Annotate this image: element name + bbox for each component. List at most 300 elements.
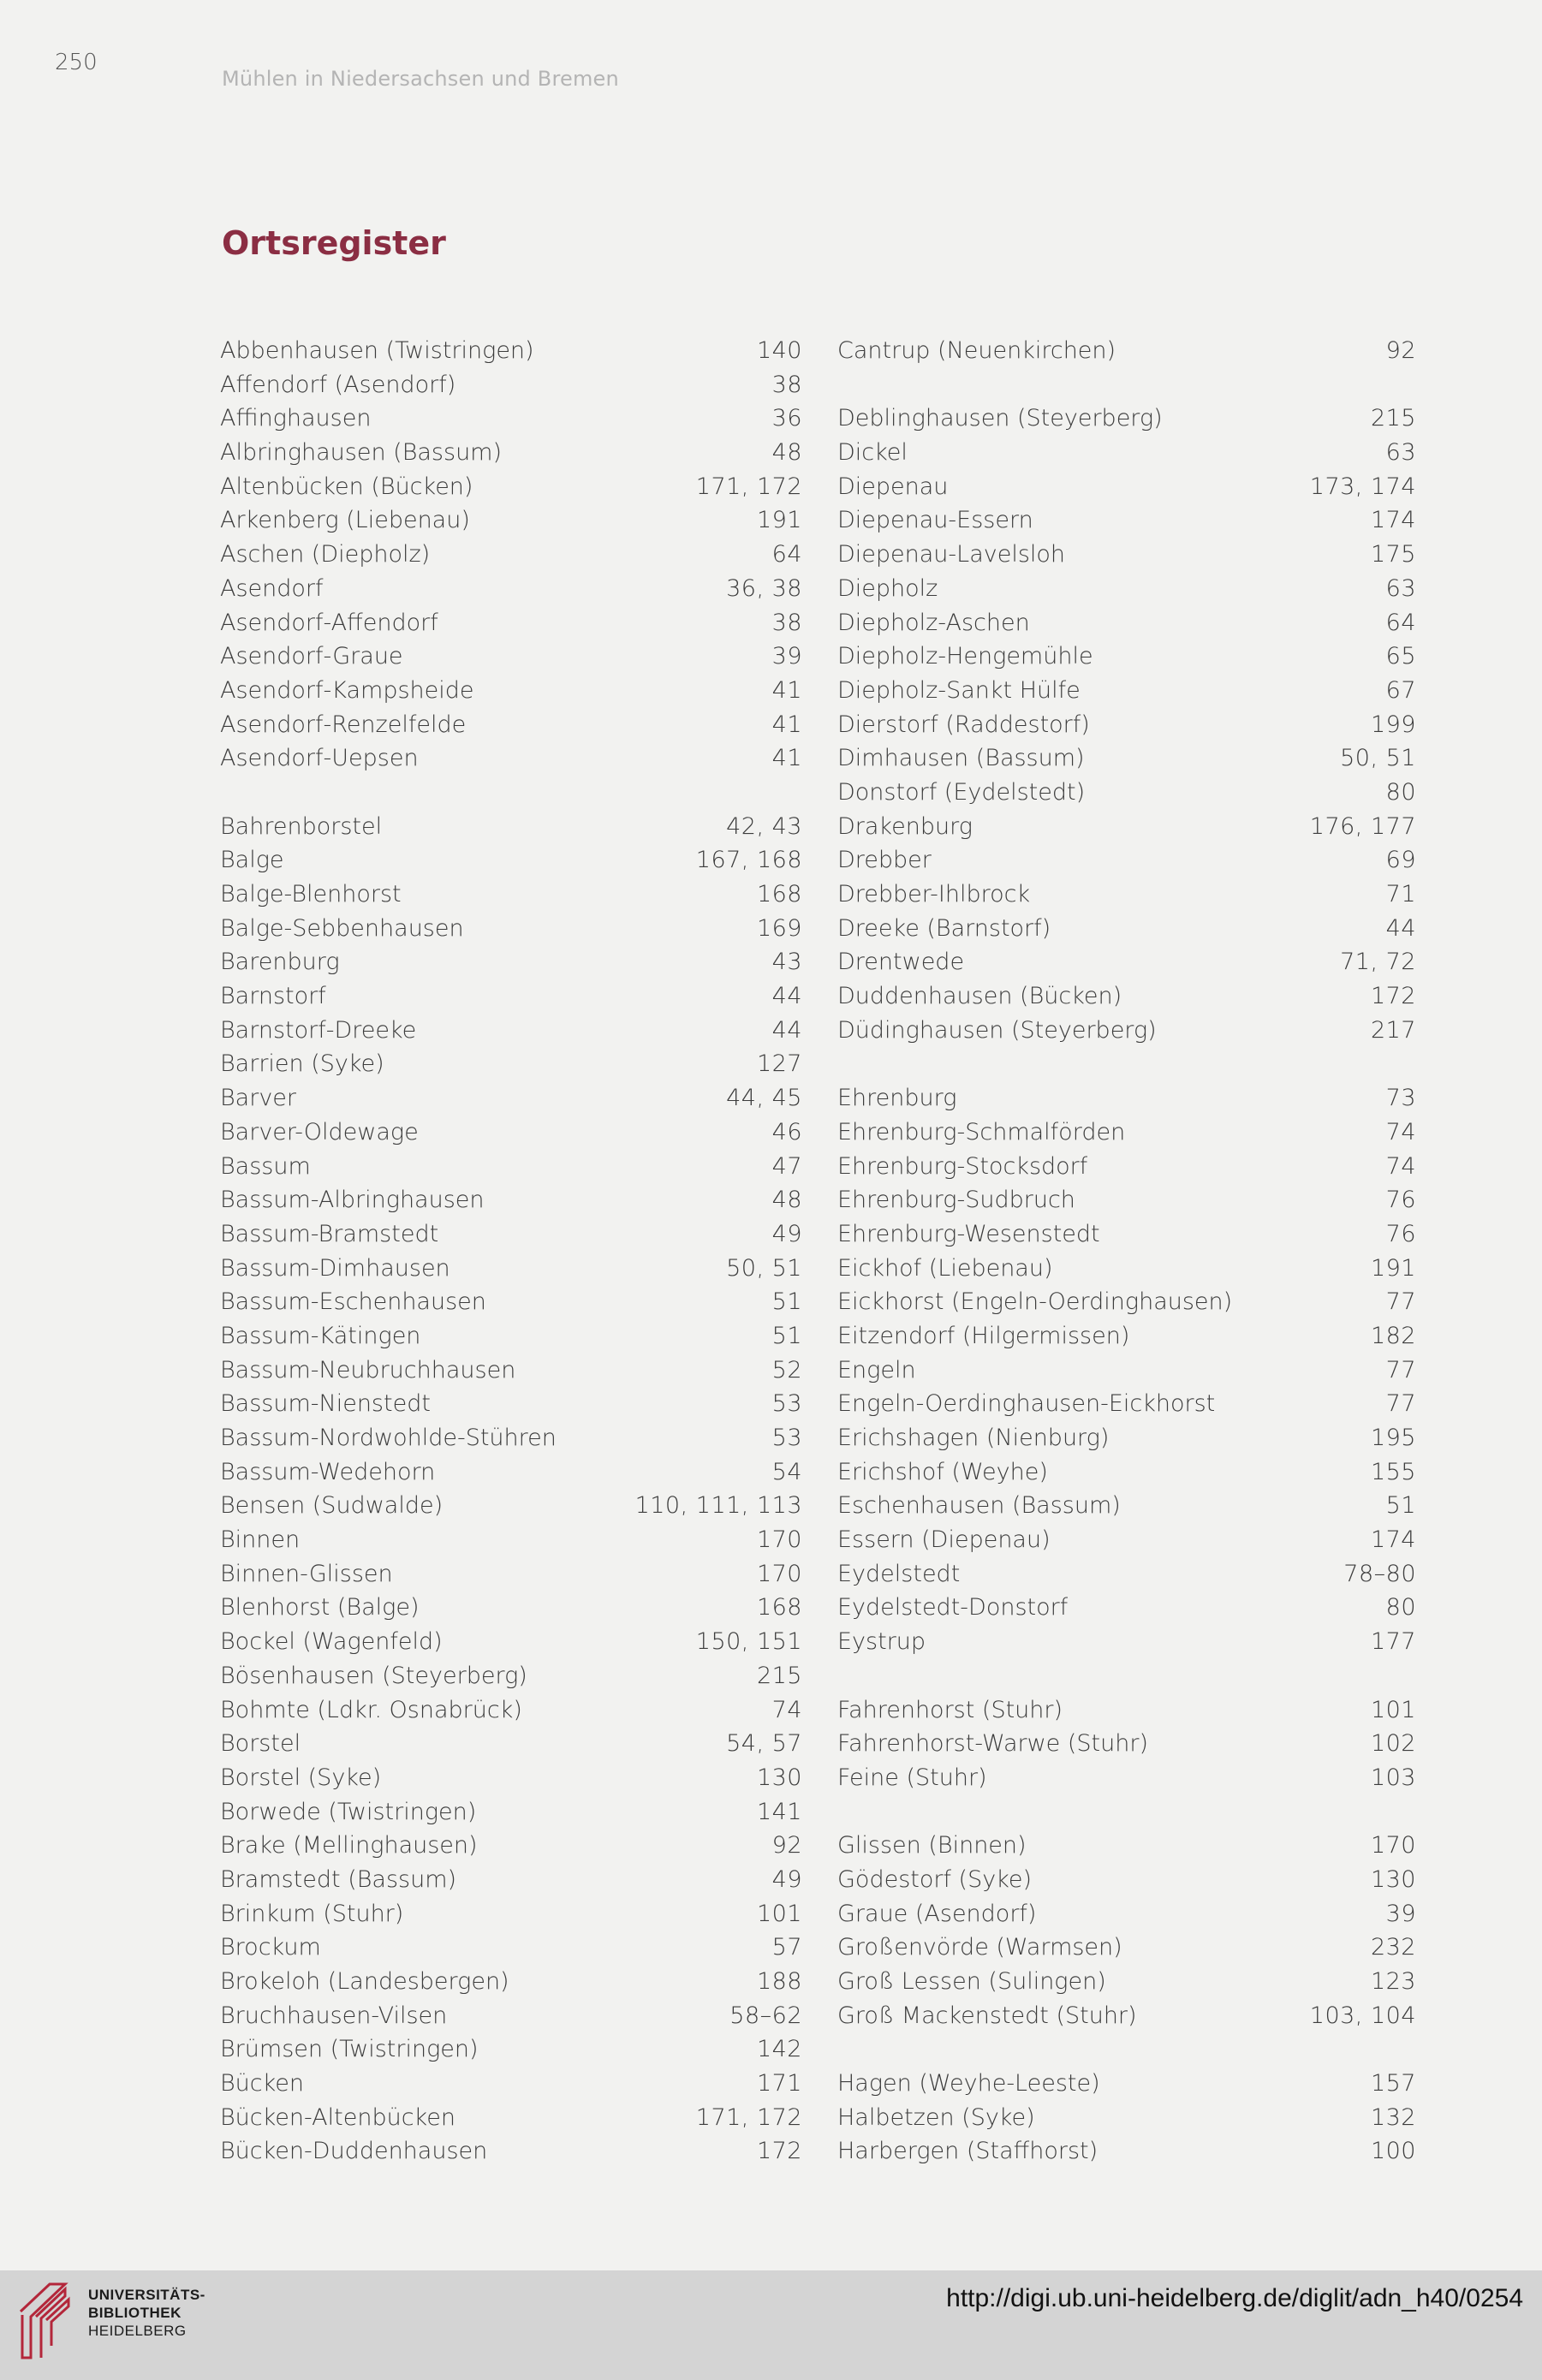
- place-name: Bassum-Eschenhausen: [220, 1288, 486, 1316]
- page-reference: 44: [1385, 914, 1416, 942]
- page-reference: 71: [1385, 881, 1416, 907]
- place-name: Bassum-Nordwohlde-Stühren: [220, 1425, 557, 1451]
- place-name: Brümsen (Twistringen): [220, 2036, 479, 2063]
- index-entry: [220, 1319, 802, 1354]
- place-name: Barver: [220, 1085, 297, 1112]
- index-entry: [837, 1999, 1416, 2033]
- place-name: Diepenau-Essern: [837, 507, 1033, 534]
- place-name: Hagen (Weyhe-Leeste): [837, 2070, 1100, 2097]
- index-entry: [220, 1557, 802, 1592]
- place-name: Eydelstedt-Donstorf: [837, 1594, 1069, 1621]
- page-reference: 170: [1370, 1832, 1416, 1859]
- place-name: Blenhorst (Balge): [220, 1594, 420, 1621]
- page-reference: 168: [756, 1594, 802, 1621]
- page-reference: 53: [771, 1425, 802, 1451]
- page-reference: 92: [1385, 337, 1416, 364]
- page-reference: 38: [771, 371, 802, 398]
- place-name: Balge-Blenhorst: [220, 881, 402, 907]
- place-name: Asendorf-Affendorf: [220, 609, 438, 636]
- page-reference: 142: [756, 2036, 802, 2063]
- page-reference: 44: [771, 1016, 802, 1044]
- index-entry: [220, 640, 802, 674]
- page-reference: 169: [756, 914, 802, 942]
- page-reference: 69: [1385, 847, 1416, 874]
- page-reference: 67: [1385, 676, 1416, 704]
- page-reference: 173, 174: [1309, 473, 1416, 500]
- place-name: Bücken-Duddenhausen: [220, 2138, 488, 2165]
- page-reference: 49: [771, 1865, 802, 1893]
- page-reference: 171, 172: [695, 2103, 802, 2131]
- page-reference: 174: [1370, 507, 1416, 534]
- place-name: Großenvörde (Warmsen): [837, 1934, 1122, 1961]
- place-name: Eickhof (Liebenau): [837, 1254, 1053, 1282]
- page-reference: 49: [771, 1220, 802, 1247]
- place-name: Arkenberg (Liebenau): [220, 507, 470, 534]
- page-reference: 71, 72: [1340, 949, 1416, 976]
- page-reference: 215: [756, 1662, 802, 1689]
- place-name: Fahrenhorst-Warwe (Stuhr): [837, 1730, 1148, 1758]
- index-entry: [837, 1625, 1416, 1659]
- index-entry: [220, 1693, 802, 1728]
- index-entry: [220, 912, 802, 946]
- index-entry: [220, 1795, 802, 1830]
- index-entry: [837, 741, 1416, 776]
- index-entry: [837, 1897, 1416, 1931]
- place-name: Eitzendorf (Hilgermissen): [837, 1322, 1130, 1349]
- page-reference: 141: [756, 1798, 802, 1825]
- page-reference: 130: [756, 1764, 802, 1791]
- page-reference: 172: [756, 2138, 802, 2165]
- index-entry: [220, 503, 802, 538]
- page-reference: 64: [1385, 609, 1416, 636]
- place-name: Balge: [220, 847, 284, 874]
- page-reference: 155: [1370, 1458, 1416, 1485]
- index-entry: [220, 1285, 802, 1319]
- place-name: Barver-Oldewage: [220, 1118, 419, 1145]
- page-reference: 177: [1370, 1628, 1416, 1656]
- index-entry: [220, 1252, 802, 1286]
- place-name: Gödestorf (Syke): [837, 1865, 1033, 1893]
- place-name: Aschen (Diepholz): [220, 541, 431, 568]
- index-entry: [837, 708, 1416, 742]
- place-name: Drentwede: [837, 949, 965, 976]
- page-reference: 171, 172: [695, 473, 802, 500]
- place-name: Eschenhausen (Bassum): [837, 1492, 1121, 1520]
- place-name: Dickel: [837, 439, 908, 467]
- page-reference: 63: [1385, 439, 1416, 467]
- page-reference: 188: [756, 1968, 802, 1995]
- place-name: Ehrenburg-Sudbruch: [837, 1187, 1075, 1214]
- index-entry: [837, 606, 1416, 640]
- index-entry: [220, 2134, 802, 2169]
- index-entry: [220, 1455, 802, 1490]
- page-reference: 80: [1385, 1594, 1416, 1621]
- page-reference: 47: [771, 1152, 802, 1180]
- place-name: Donstorf (Eydelstedt): [837, 778, 1086, 806]
- index-entry: [220, 1354, 802, 1388]
- page-reference: 101: [756, 1900, 802, 1927]
- place-name: Bösenhausen (Steyerberg): [220, 1662, 527, 1689]
- place-name: Binnen-Glissen: [220, 1560, 393, 1587]
- index-entry: [220, 674, 802, 708]
- index-entry: [837, 979, 1416, 1014]
- page-reference: 215: [1370, 405, 1416, 432]
- page-reference: 123: [1370, 1968, 1416, 1995]
- index-entry: [837, 1387, 1416, 1421]
- index-entry: [220, 1217, 802, 1252]
- place-name: Erichshof (Weyhe): [837, 1458, 1048, 1485]
- place-name: Barenburg: [220, 949, 340, 976]
- index-entry: [220, 810, 802, 844]
- page-reference: 46: [771, 1118, 802, 1145]
- place-name: Bassum-Bramstedt: [220, 1220, 439, 1247]
- page-reference: 175: [1370, 541, 1416, 568]
- place-name: Balge-Sebbenhausen: [220, 914, 464, 942]
- library-name-line1: UNIVERSITÄTS-: [88, 2287, 205, 2303]
- index-entry: [837, 1557, 1416, 1592]
- place-name: Essern (Diepenau): [837, 1526, 1051, 1554]
- place-name: Dimhausen (Bassum): [837, 745, 1085, 772]
- source-url-link[interactable]: http://digi.ub.uni-heidelberg.de/diglit/adn_h40/0254: [946, 2284, 1523, 2312]
- index-entry: [837, 1285, 1416, 1319]
- page-reference: 76: [1385, 1220, 1416, 1247]
- index-entry: [220, 1014, 802, 1048]
- place-name: Eickhorst (Engeln-Oerdinghausen): [837, 1288, 1233, 1316]
- page-reference: 50, 51: [726, 1254, 802, 1282]
- place-name: Affinghausen: [220, 405, 372, 432]
- index-entry: [220, 741, 802, 776]
- page-reference: 53: [771, 1390, 802, 1418]
- index-entry: [220, 1625, 802, 1659]
- page-reference: 64: [771, 541, 802, 568]
- place-name: Drebber: [837, 847, 932, 874]
- entry-spacer: [837, 1659, 1416, 1693]
- place-name: Feine (Stuhr): [837, 1764, 987, 1791]
- index-entry: [220, 1116, 802, 1150]
- place-name: Diepholz-Hengemühle: [837, 643, 1093, 670]
- place-name: Halbetzen (Syke): [837, 2103, 1035, 2131]
- place-name: Borwede (Twistringen): [220, 1798, 477, 1825]
- place-name: Binnen: [220, 1526, 301, 1554]
- place-name: Brokeloh (Landesbergen): [220, 1968, 509, 1995]
- index-entry: [220, 1999, 802, 2033]
- page-reference: 76: [1385, 1187, 1416, 1214]
- index-entry: [220, 708, 802, 742]
- place-name: Bassum-Wedehorn: [220, 1458, 436, 1485]
- index-entry: [837, 1829, 1416, 1863]
- index-entry: [837, 776, 1416, 810]
- page-reference: 195: [1370, 1425, 1416, 1451]
- page-reference: 57: [771, 1934, 802, 1961]
- place-name: Bassum-Neubruchhausen: [220, 1356, 516, 1383]
- place-name: Groß Mackenstedt (Stuhr): [837, 2002, 1137, 2029]
- index-entry: [220, 1659, 802, 1693]
- entry-spacer: [837, 1795, 1416, 1830]
- page-reference: 199: [1370, 711, 1416, 738]
- index-entry: [220, 1931, 802, 1965]
- page-number: 250: [55, 50, 98, 75]
- page-reference: 170: [756, 1560, 802, 1587]
- place-name: Groß Lessen (Sulingen): [837, 1968, 1106, 1995]
- place-name: Asendorf-Kampsheide: [220, 676, 474, 704]
- page-reference: 39: [1385, 1900, 1416, 1927]
- library-name-line2: BIBLIOTHEK: [88, 2305, 182, 2321]
- place-name: Diepholz-Aschen: [837, 609, 1030, 636]
- entry-spacer: [837, 368, 1416, 402]
- index-entry: [220, 1081, 802, 1116]
- place-name: Abbenhausen (Twistringen): [220, 337, 534, 364]
- place-name: Bramstedt (Bassum): [220, 1865, 457, 1893]
- index-entry: [837, 878, 1416, 912]
- index-entry: [220, 1489, 802, 1523]
- page-reference: 48: [771, 439, 802, 467]
- place-name: Bassum-Nienstedt: [220, 1390, 431, 1418]
- page-reference: 41: [771, 711, 802, 738]
- place-name: Eydelstedt: [837, 1560, 961, 1587]
- page-reference: 176, 177: [1309, 812, 1416, 840]
- library-logo-icon: [15, 2277, 77, 2363]
- index-entry: [837, 1081, 1416, 1116]
- page-reference: 217: [1370, 1016, 1416, 1044]
- index-entry: [837, 1217, 1416, 1252]
- place-name: Altenbücken (Bücken): [220, 473, 473, 500]
- index-entry: [220, 1183, 802, 1217]
- place-name: Eystrup: [837, 1628, 926, 1656]
- index-entry: [837, 436, 1416, 470]
- place-name: Drakenburg: [837, 812, 973, 840]
- page-reference: 51: [771, 1322, 802, 1349]
- page-reference: 232: [1370, 1934, 1416, 1961]
- index-entry: [837, 572, 1416, 606]
- page-reference: 36: [771, 405, 802, 432]
- place-name: Cantrup (Neuenkirchen): [837, 337, 1116, 364]
- place-name: Brinkum (Stuhr): [220, 1900, 404, 1927]
- place-name: Brake (Mellinghausen): [220, 1832, 478, 1859]
- page-reference: 170: [756, 1526, 802, 1554]
- page-reference: 39: [771, 643, 802, 670]
- index-entry: [220, 1421, 802, 1455]
- index-entry: [220, 2101, 802, 2135]
- page-reference: 157: [1370, 2070, 1416, 2097]
- index-entry: [220, 843, 802, 878]
- running-head: Mühlen in Niedersachsen und Bremen: [222, 67, 619, 91]
- index-entry: [837, 2101, 1416, 2135]
- place-name: Diepholz-Sankt Hülfe: [837, 676, 1081, 704]
- page-reference: 191: [1370, 1254, 1416, 1282]
- place-name: Asendorf-Uepsen: [220, 745, 419, 772]
- page-reference: 101: [1370, 1696, 1416, 1723]
- place-name: Ehrenburg-Schmalförden: [837, 1118, 1126, 1145]
- place-name: Asendorf-Graue: [220, 643, 403, 670]
- index-entry: [220, 368, 802, 402]
- index-entry: [837, 1150, 1416, 1184]
- page-reference: 41: [771, 745, 802, 772]
- page-reference: 92: [771, 1832, 802, 1859]
- place-name: Diepholz: [837, 574, 938, 602]
- index-entry: [220, 1965, 802, 1999]
- index-entry: [837, 674, 1416, 708]
- index-entry: [220, 436, 802, 470]
- entry-spacer: [837, 2032, 1416, 2067]
- index-entry: [220, 1523, 802, 1557]
- index-entry: [837, 1252, 1416, 1286]
- page-reference: 168: [756, 881, 802, 907]
- entry-spacer: [837, 1047, 1416, 1081]
- place-name: Dierstorf (Raddestorf): [837, 711, 1090, 738]
- page-reference: 50, 51: [1340, 745, 1416, 772]
- index-entry: [837, 1489, 1416, 1523]
- index-entry: [837, 1727, 1416, 1761]
- place-name: Ehrenburg: [837, 1085, 957, 1112]
- page-title: Ortsregister: [222, 224, 446, 262]
- page-reference: 54, 57: [726, 1730, 802, 1758]
- place-name: Bahrenborstel: [220, 812, 383, 840]
- page-reference: 132: [1370, 2103, 1416, 2131]
- place-name: Borstel (Syke): [220, 1764, 382, 1791]
- place-name: Bruchhausen-Vilsen: [220, 2002, 448, 2029]
- index-entry: [837, 945, 1416, 979]
- library-name: [88, 2286, 205, 2340]
- page-reference: 172: [1370, 983, 1416, 1010]
- index-entry: [837, 1319, 1416, 1354]
- page-reference: 44, 45: [726, 1085, 802, 1112]
- index-entry: [837, 1421, 1416, 1455]
- index-entry: [220, 1863, 802, 1897]
- index-entry: [837, 1863, 1416, 1897]
- page-reference: 51: [771, 1288, 802, 1316]
- index-column-left: [220, 334, 802, 2169]
- index-entry: [837, 2067, 1416, 2101]
- place-name: Harbergen (Staffhorst): [837, 2138, 1098, 2165]
- place-name: Glissen (Binnen): [837, 1832, 1027, 1859]
- place-name: Barnstorf-Dreeke: [220, 1016, 417, 1044]
- index-entry: [837, 2134, 1416, 2169]
- index-entry: [220, 1387, 802, 1421]
- place-name: Graue (Asendorf): [837, 1900, 1037, 1927]
- place-name: Barrien (Syke): [220, 1050, 384, 1078]
- index-entry: [837, 810, 1416, 844]
- page-reference: 74: [1385, 1152, 1416, 1180]
- index-entry: [220, 402, 802, 436]
- place-name: Bensen (Sudwalde): [220, 1492, 444, 1520]
- place-name: Erichshagen (Nienburg): [837, 1425, 1110, 1451]
- place-name: Barnstorf: [220, 983, 326, 1010]
- place-name: Bassum-Dimhausen: [220, 1254, 450, 1282]
- place-name: Engeln: [837, 1356, 916, 1383]
- page-reference: 100: [1370, 2138, 1416, 2165]
- place-name: Brockum: [220, 1934, 321, 1961]
- page-reference: 102: [1370, 1730, 1416, 1758]
- index-entry: [220, 979, 802, 1014]
- index-entry: [220, 1047, 802, 1081]
- index-entry: [837, 1965, 1416, 1999]
- place-name: Bassum-Kätingen: [220, 1322, 421, 1349]
- place-name: Bohmte (Ldkr. Osnabrück): [220, 1696, 522, 1723]
- index-entry: [837, 1591, 1416, 1625]
- index-entry: [837, 334, 1416, 368]
- index-entry: [837, 470, 1416, 504]
- page-reference: 150, 151: [695, 1628, 802, 1656]
- page-reference: 74: [771, 1696, 802, 1723]
- page-reference: 36, 38: [726, 574, 802, 602]
- page-reference: 42, 43: [726, 812, 802, 840]
- index-entry: [837, 912, 1416, 946]
- place-name: Dreeke (Barnstorf): [837, 914, 1051, 942]
- page-reference: 174: [1370, 1526, 1416, 1554]
- page-reference: 171: [756, 2070, 802, 2097]
- page-reference: 63: [1385, 574, 1416, 602]
- place-name: Drebber-Ihlbrock: [837, 881, 1031, 907]
- place-name: Fahrenhorst (Stuhr): [837, 1696, 1063, 1723]
- page-reference: 54: [771, 1458, 802, 1485]
- page-reference: 52: [771, 1356, 802, 1383]
- place-name: Bücken-Altenbücken: [220, 2103, 455, 2131]
- library-name-line3: HEIDELBERG: [88, 2323, 187, 2339]
- index-entry: [837, 1354, 1416, 1388]
- page-reference: 182: [1370, 1322, 1416, 1349]
- index-entry: [220, 334, 802, 368]
- place-name: Albringhausen (Bassum): [220, 439, 503, 467]
- place-name: Bücken: [220, 2070, 305, 2097]
- index-entry: [837, 1761, 1416, 1795]
- index-entry: [837, 1183, 1416, 1217]
- place-name: Bockel (Wagenfeld): [220, 1628, 443, 1656]
- index-entry: [220, 1727, 802, 1761]
- page-reference: 77: [1385, 1356, 1416, 1383]
- index-entry: [220, 945, 802, 979]
- place-name: Borstel: [220, 1730, 301, 1758]
- place-name: Asendorf-Renzelfelde: [220, 711, 467, 738]
- place-name: Diepenau: [837, 473, 949, 500]
- index-entry: [220, 1761, 802, 1795]
- index-entry: [220, 606, 802, 640]
- page-reference: 167, 168: [695, 847, 802, 874]
- page-reference: 77: [1385, 1390, 1416, 1418]
- index-entry: [837, 1455, 1416, 1490]
- index-entry: [837, 640, 1416, 674]
- page-reference: 110, 111, 113: [634, 1492, 802, 1520]
- page-reference: 58–62: [729, 2002, 802, 2029]
- page-reference: 103: [1370, 1764, 1416, 1791]
- index-entry: [220, 878, 802, 912]
- index-entry: [220, 1897, 802, 1931]
- page-reference: 65: [1385, 643, 1416, 670]
- place-name: Asendorf: [220, 574, 324, 602]
- index-column-right: [837, 334, 1416, 2169]
- index-entry: [220, 470, 802, 504]
- index-entry: [837, 843, 1416, 878]
- page-reference: 41: [771, 676, 802, 704]
- page-reference: 78–80: [1343, 1560, 1416, 1587]
- place-name: Deblinghausen (Steyerberg): [837, 405, 1163, 432]
- index-entry: [837, 402, 1416, 436]
- page-reference: 80: [1385, 778, 1416, 806]
- place-name: Ehrenburg-Wesenstedt: [837, 1220, 1100, 1247]
- index-entry: [837, 503, 1416, 538]
- place-name: Duddenhausen (Bücken): [837, 983, 1122, 1010]
- page-reference: 77: [1385, 1288, 1416, 1316]
- place-name: Düdinghausen (Steyerberg): [837, 1016, 1157, 1044]
- index-entry: [220, 1150, 802, 1184]
- page-reference: 127: [756, 1050, 802, 1078]
- place-name: Bassum-Albringhausen: [220, 1187, 485, 1214]
- page-reference: 38: [771, 609, 802, 636]
- index-entry: [837, 538, 1416, 572]
- index-entry: [220, 2067, 802, 2101]
- index-entry: [837, 1014, 1416, 1048]
- entry-spacer: [220, 776, 802, 810]
- place-name: Bassum: [220, 1152, 311, 1180]
